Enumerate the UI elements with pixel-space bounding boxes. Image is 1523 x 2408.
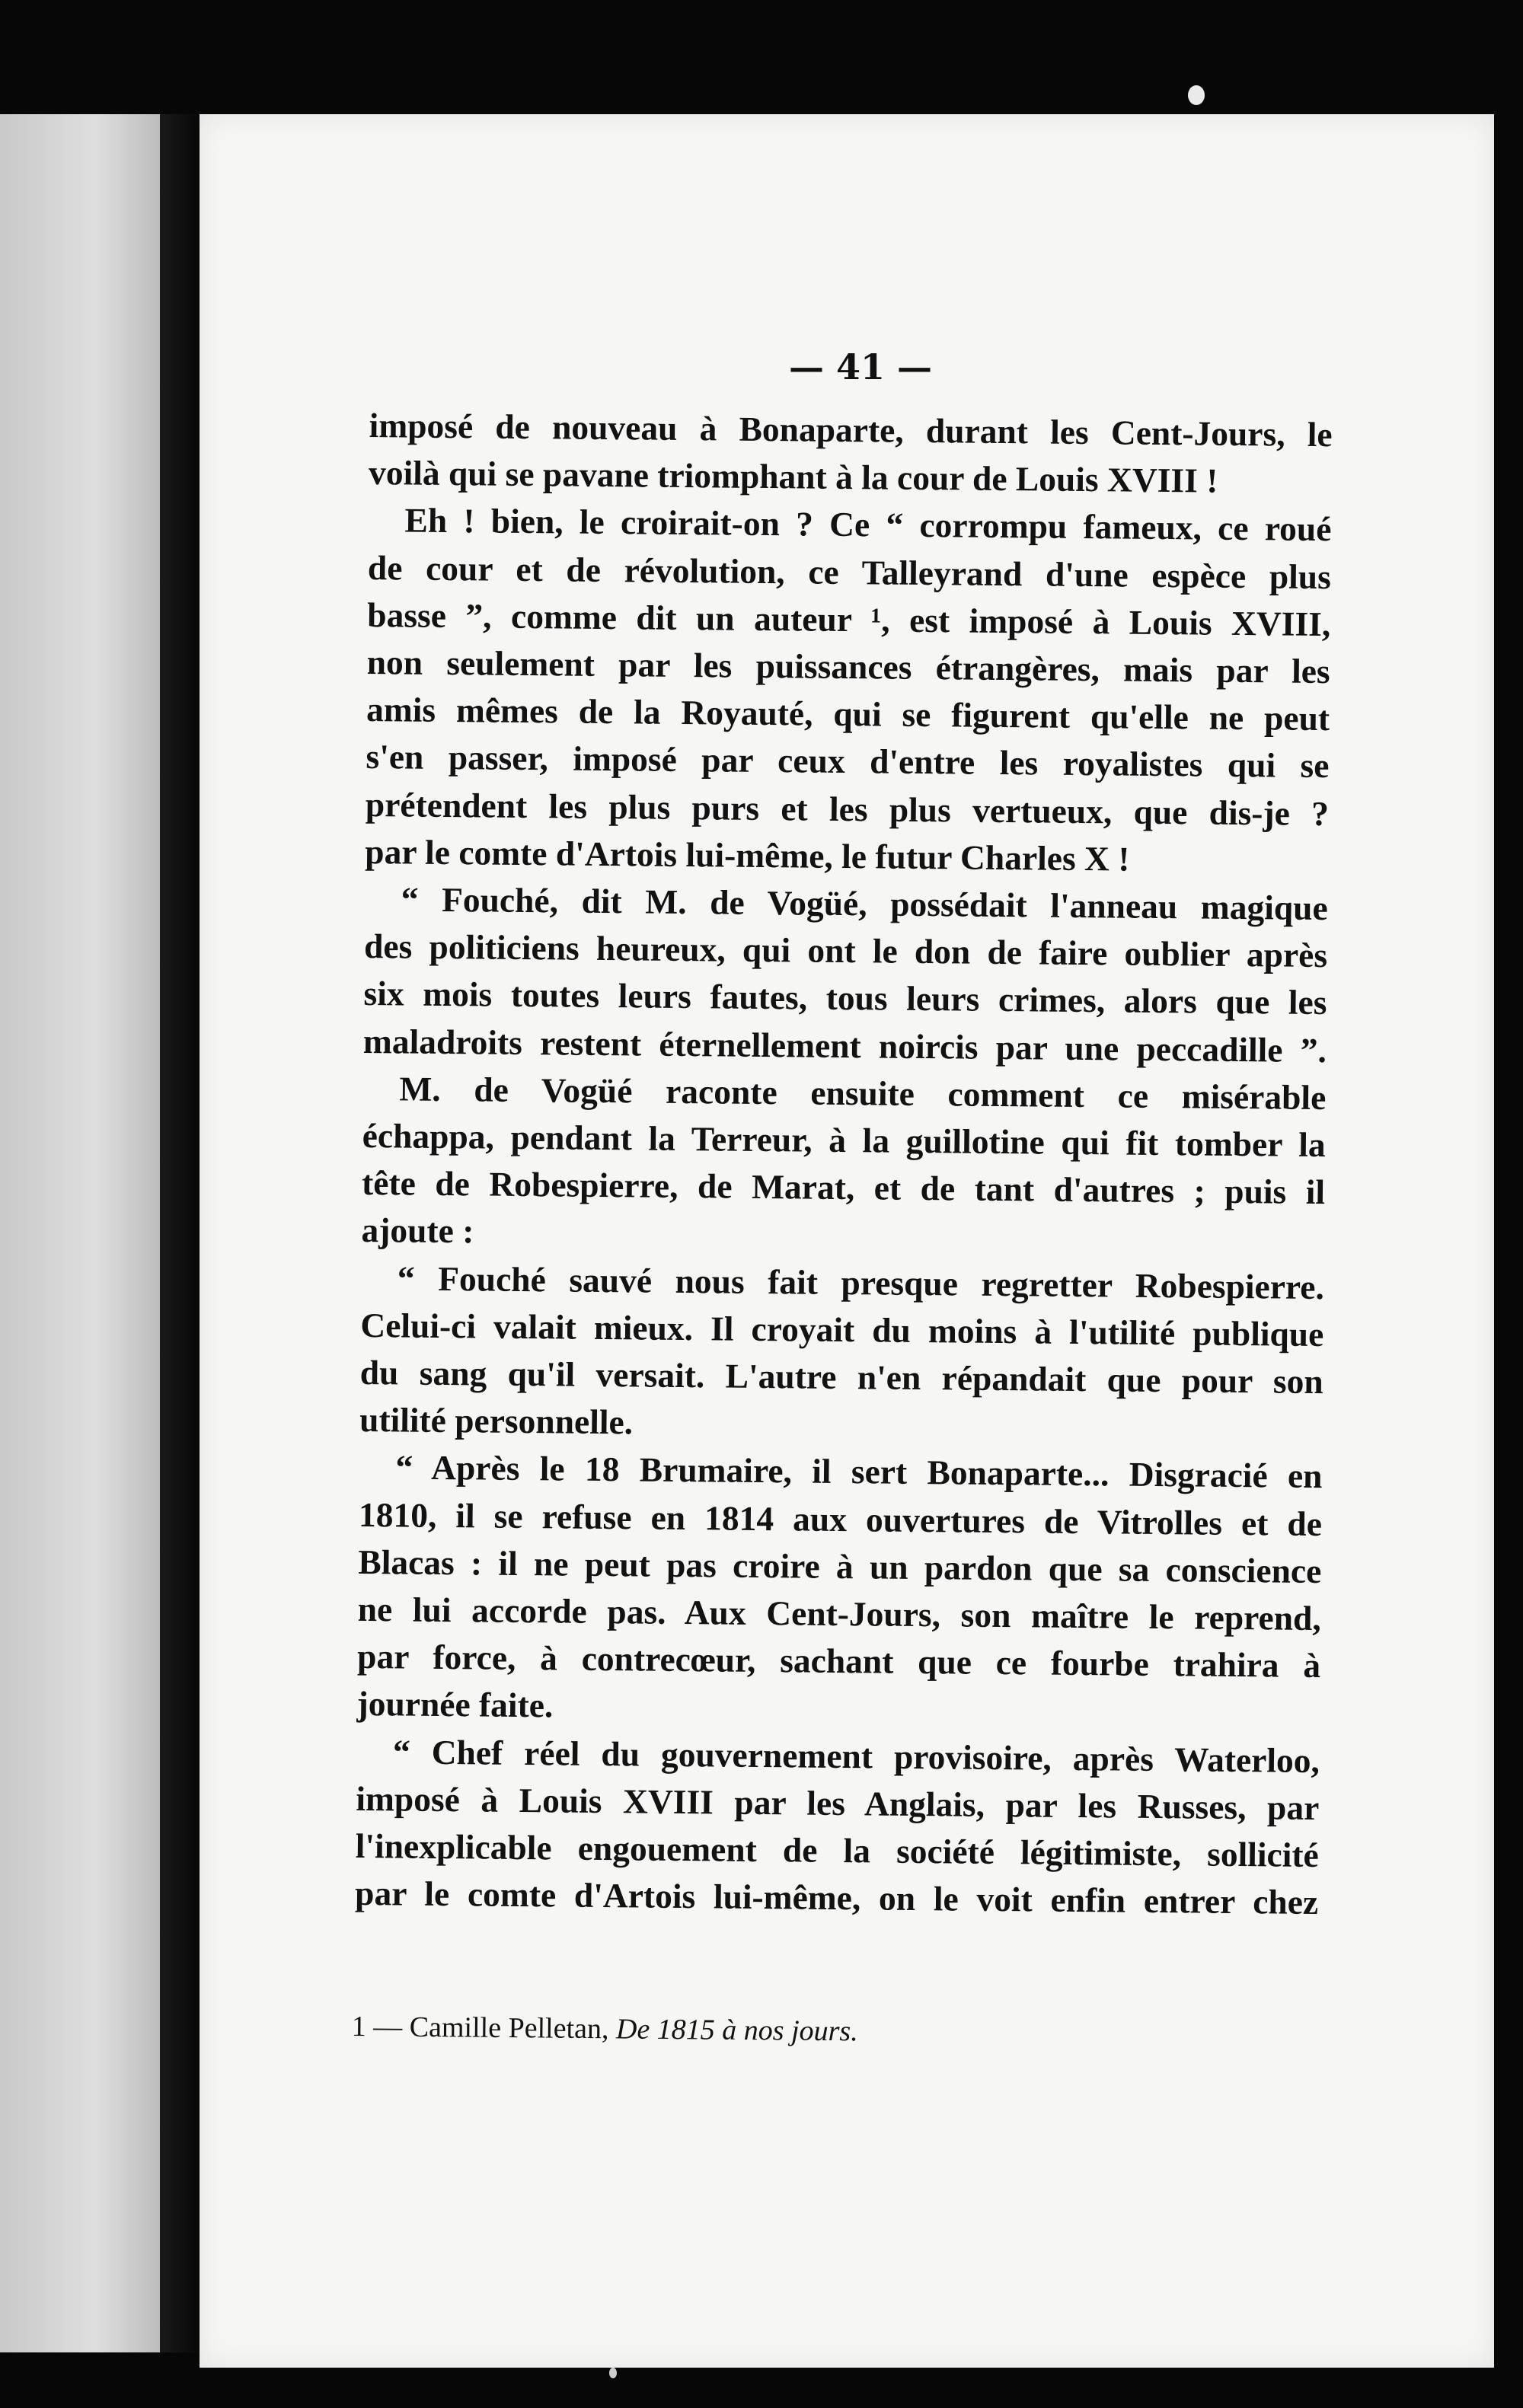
footnote-marker: 1 — Camille Pelletan, [351, 2011, 617, 2046]
text-line: prétendent les plus purs et les plus vertueux, que dis-je ? [365, 784, 1330, 833]
text-line: s'en passer, imposé par ceux d'entre les royalistes qui se [366, 737, 1330, 786]
text-line: maladroits restent éternellement noircis par une peccadille ”. [362, 1021, 1327, 1070]
text-line: M. de Vogüé raconte ensuite comment ce misérable [399, 1069, 1327, 1117]
text-line: amis mêmes de la Royauté, qui se figurent qu'elle ne peut [366, 690, 1330, 738]
text-line: Eh ! bien, le croirait-on ? Ce “ corrompu fameux, ce roué [404, 500, 1332, 549]
dust-speck [609, 2368, 617, 2378]
left-page-edge [0, 114, 160, 2352]
text-line: “ Chef réel du gouvernement provisoire, après Waterloo, [392, 1732, 1320, 1780]
text-line: par le comte d'Artois lui-même, on le voit enfin entrer chez [354, 1874, 1319, 1922]
text-line: 1810, il se refuse en 1814 aux ouvertures de Vitrolles et de [358, 1494, 1323, 1543]
text-line: tête de Robespierre, de Marat, et de tant d'autres ; puis il [361, 1163, 1326, 1212]
text-line: Blacas : il ne peut pas croire à un pardon que sa conscience [358, 1542, 1322, 1590]
footnote-book-title: De 1815 à nos jours. [615, 2013, 858, 2048]
text-line: l'inexplicable engouement de la société légitimiste, sollicité [355, 1826, 1319, 1875]
text-line: “ Fouché sauvé nous fait presque regretter Robespierre. [397, 1258, 1325, 1306]
text-line: imposé à Louis XVIII par les Anglais, par les Russes, par [356, 1778, 1320, 1827]
text-line: utilité personnelle. [359, 1400, 634, 1442]
text-line: voilà qui se pavane triomphant à la cour de Louis XVIII ! [368, 453, 1218, 500]
text-line: non seulement par les puissances étrangères, mais par les [366, 643, 1330, 691]
text-line: par le comte d'Artois lui-même, le futur Charles X ! [365, 831, 1130, 879]
text-line: imposé de nouveau à Bonaparte, durant les Cent-Jours, le [369, 405, 1333, 454]
page-body-text [355, 402, 1333, 1927]
text-line: du sang qu'il versait. L'autre n'en répandait que pour son [359, 1353, 1323, 1402]
text-line: ne lui accorde pas. Aux Cent-Jours, son maître le reprend, [357, 1590, 1321, 1638]
text-line: “ Fouché, dit M. de Vogüé, possédait l'anneau magique [401, 879, 1328, 928]
page-number: — 41 — [788, 346, 933, 388]
text-line: des politiciens heureux, qui ont le don de faire oublier après [363, 927, 1328, 975]
text-line: basse ”, comme dit un auteur ¹, est imposé à Louis XVIII, [367, 595, 1331, 643]
book-gutter [160, 114, 206, 2352]
footnote [352, 2010, 858, 2048]
dust-speck [1188, 85, 1205, 105]
text-line: par force, à contrecœur, sachant que ce fourbe trahira à [356, 1637, 1321, 1686]
text-line: six mois toutes leurs fautes, tous leurs crimes, alors que les [363, 974, 1327, 1022]
text-line: Celui-ci valait mieux. Il croyait du moins à l'utilité publique [360, 1305, 1324, 1354]
text-line: échappa, pendant la Terreur, à la guillotine qui fit tomber la [362, 1116, 1326, 1165]
text-line: “ Après le 18 Brumaire, il sert Bonaparte... Disgracié en [395, 1447, 1323, 1496]
text-line: ajoute : [361, 1210, 474, 1251]
text-line: journée faite. [356, 1684, 554, 1725]
text-line: de cour et de révolution, ce Talleyrand d'une espèce plus [367, 547, 1332, 596]
